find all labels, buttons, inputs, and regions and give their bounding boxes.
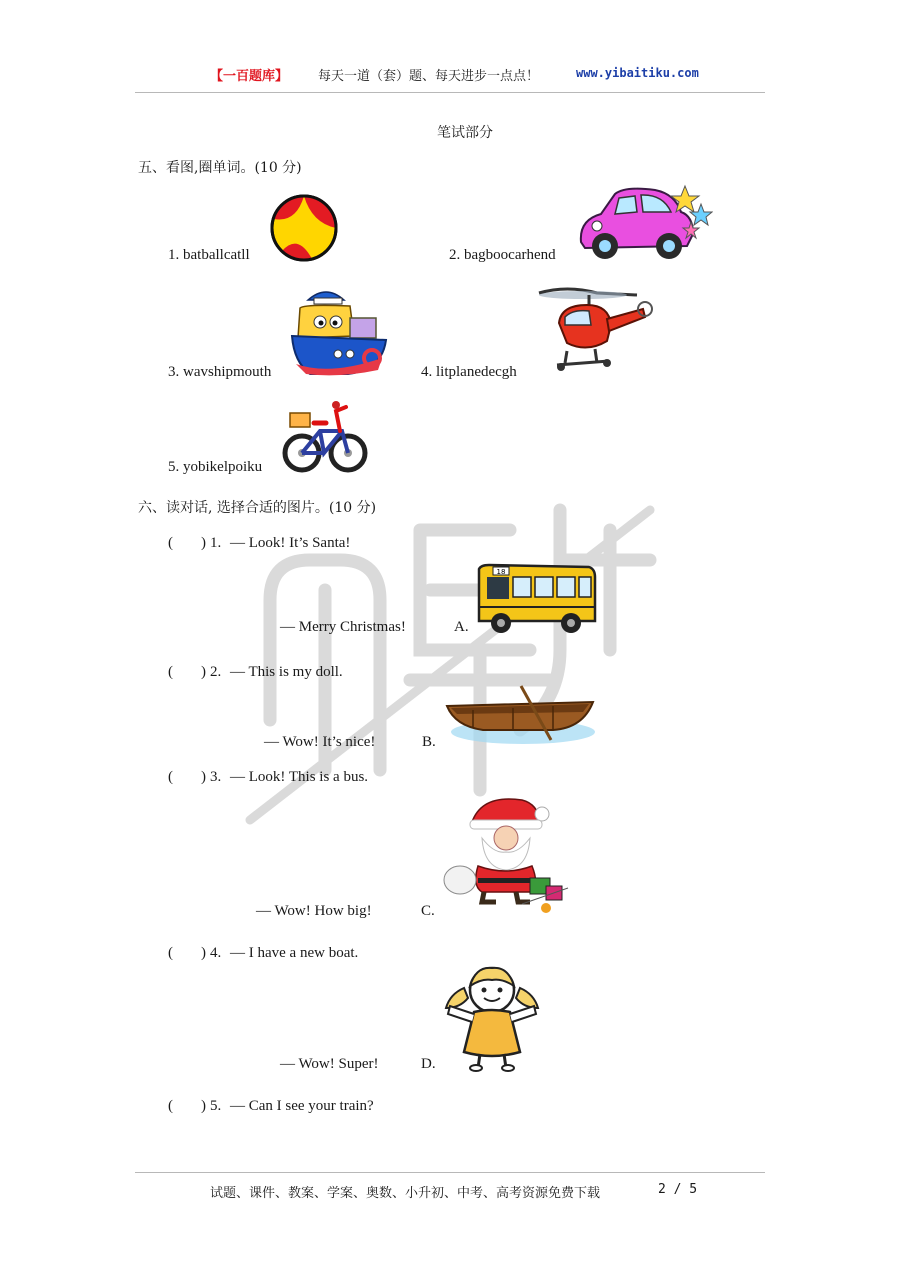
footer-text: 试题、课件、教案、学案、奥数、小升初、中考、高考资源免费下载 [210, 1185, 601, 1200]
helicopter-icon [537, 283, 655, 377]
word-puzzle-4: 4. litplanedecgh [421, 364, 517, 380]
question-3-line1: — Look! This is a bus. [230, 769, 369, 785]
option-d-letter: D. [421, 1056, 436, 1072]
header-url[interactable]: www.yibaitiku.com [576, 66, 699, 80]
answer-bracket-5[interactable]: ( ) [168, 1098, 206, 1114]
santa-icon [442, 792, 570, 918]
answer-bracket-4[interactable]: ( ) [168, 945, 206, 961]
question-4-line1: — I have a new boat. [230, 945, 359, 961]
part6-heading: 六、读对话, 选择合适的图片。(10 分) [138, 500, 377, 516]
word-puzzle-1: 1. batballcatll [168, 247, 250, 263]
question-2-line1: — This is my doll. [230, 664, 343, 680]
bus-number: 18 [496, 568, 506, 576]
answer-bracket-1[interactable]: ( ) [168, 535, 206, 551]
part5-heading: 五、看图,圈单词。(10 分) [138, 160, 302, 176]
word-puzzle-2: 2. bagboocarhend [449, 247, 556, 263]
section-title: 笔试部分 [437, 125, 493, 141]
ball-icon [268, 193, 340, 263]
option-c-letter: C. [421, 903, 435, 919]
doll-icon [442, 964, 542, 1072]
option-a-letter: A. [454, 619, 469, 635]
question-4-line2: — Wow! Super! [280, 1056, 379, 1072]
header-slogan: 每天一道（套）题、每天进步一点点！ [318, 68, 540, 83]
question-1-line1: — Look! It’s Santa! [230, 535, 351, 551]
car-icon [575, 182, 713, 264]
header-divider [135, 92, 765, 93]
bus-icon [475, 563, 597, 635]
word-puzzle-3: 3. wavshipmouth [168, 364, 272, 380]
question-number-4: 4. [210, 945, 222, 961]
question-number-1: 1. [210, 535, 222, 551]
page-number: 2 / 5 [658, 1182, 698, 1197]
question-1-line2: — Merry Christmas! [280, 619, 406, 635]
ship-icon [290, 278, 390, 380]
header-brand: 【一百题库】 [210, 69, 289, 84]
word-puzzle-5: 5. yobikelpoiku [168, 459, 263, 475]
question-number-2: 2. [210, 664, 222, 680]
question-number-3: 3. [210, 769, 222, 785]
question-number-5: 5. [210, 1098, 222, 1114]
boat-icon [443, 684, 597, 746]
question-3-line2: — Wow! How big! [256, 903, 372, 919]
question-5-line1: — Can I see your train? [230, 1098, 374, 1114]
question-2-line2: — Wow! It’s nice! [264, 734, 376, 750]
option-b-letter: B. [422, 734, 436, 750]
answer-bracket-2[interactable]: ( ) [168, 664, 206, 680]
bicycle-icon [282, 397, 368, 475]
answer-bracket-3[interactable]: ( ) [168, 769, 206, 785]
footer-divider [135, 1172, 765, 1173]
